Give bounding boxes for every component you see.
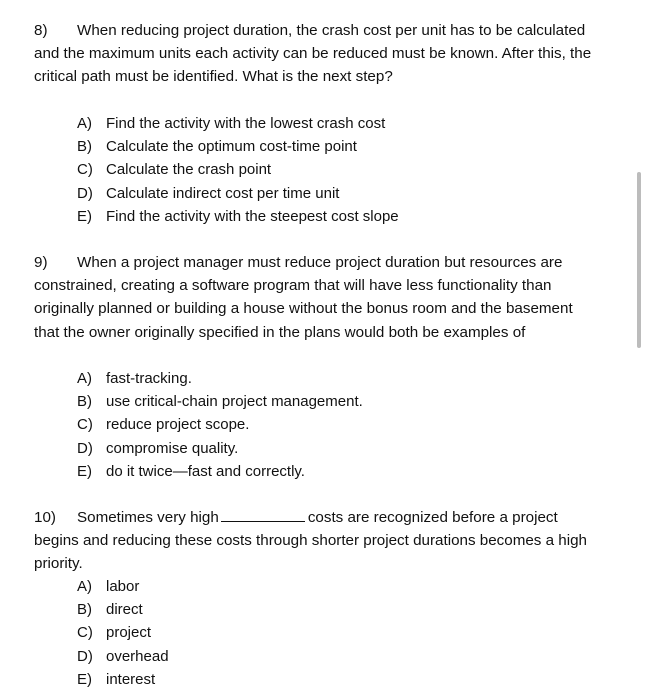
option-e[interactable]	[77, 205, 557, 228]
option-a[interactable]	[77, 575, 557, 598]
option-letter: E)	[77, 670, 92, 688]
question-9-options	[77, 367, 557, 483]
option-a[interactable]	[77, 367, 557, 390]
option-letter: A)	[77, 578, 92, 595]
option-letter: C)	[77, 416, 93, 434]
option-c[interactable]	[77, 621, 557, 644]
option-text: labor	[106, 578, 140, 595]
question-number: 10)	[34, 509, 56, 526]
option-text: project	[106, 624, 152, 642]
question-text-after-blank: costs are recognized before a project begins and reducing these costs through shorter project durations becomes a high priority.	[34, 509, 587, 573]
option-letter: D)	[77, 647, 93, 665]
option-text: Find the activity with the steepest cost slope	[106, 207, 399, 225]
option-text: reduce project scope.	[106, 416, 250, 434]
option-c[interactable]	[77, 158, 557, 181]
option-letter: B)	[77, 138, 92, 156]
option-letter: D)	[77, 184, 93, 202]
option-c[interactable]	[77, 413, 557, 436]
option-letter: B)	[77, 601, 92, 619]
option-text: use critical-chain project management.	[106, 393, 363, 411]
question-text: When a project manager must reduce project duration but resources are constrained, creating a software program that will have less functionality than originally planned or building a house without the bonus room and the basement that the owner originally specified in the plans would both be examples of	[34, 254, 573, 341]
option-text: direct	[106, 601, 143, 619]
option-e[interactable]	[77, 460, 557, 483]
option-text: fast-tracking.	[106, 370, 192, 387]
option-d[interactable]	[77, 182, 557, 205]
answer-blank	[221, 507, 305, 522]
question-text-before-blank: Sometimes very high	[77, 509, 219, 526]
option-d[interactable]	[77, 437, 557, 460]
option-text: Calculate indirect cost per time unit	[106, 184, 340, 202]
option-a[interactable]	[77, 112, 557, 135]
option-text: do it twice—fast and correctly.	[106, 462, 305, 480]
option-letter: B)	[77, 393, 92, 411]
option-text: compromise quality.	[106, 439, 239, 457]
question-9	[34, 251, 594, 344]
option-text: Calculate the optimum cost-time point	[106, 138, 357, 156]
option-letter: E)	[77, 462, 92, 480]
option-e[interactable]	[77, 668, 557, 691]
option-d[interactable]	[77, 645, 557, 668]
option-b[interactable]	[77, 390, 557, 413]
option-text: overhead	[106, 647, 169, 665]
option-letter: C)	[77, 161, 93, 179]
option-letter: E)	[77, 207, 92, 225]
option-text: interest	[106, 670, 156, 688]
option-b[interactable]	[77, 135, 557, 158]
option-letter: D)	[77, 439, 93, 457]
option-b[interactable]	[77, 598, 557, 621]
vertical-scrollbar[interactable]	[637, 172, 641, 348]
question-10	[34, 506, 594, 576]
question-10-options	[77, 575, 557, 691]
question-number: 9)	[34, 254, 48, 271]
option-letter: A)	[77, 370, 92, 387]
question-number: 8)	[34, 22, 48, 39]
question-8	[34, 19, 594, 89]
option-text: Find the activity with the lowest crash cost	[106, 115, 386, 132]
option-letter: A)	[77, 115, 92, 132]
option-letter: C)	[77, 624, 93, 642]
option-text: Calculate the crash point	[106, 161, 272, 179]
question-text: When reducing project duration, the crash cost per unit has to be calculated and the maximum units each activity can be reduced must be known. After this, the critical path must be identified. What is the next step?	[34, 22, 592, 86]
question-8-options	[77, 112, 557, 228]
